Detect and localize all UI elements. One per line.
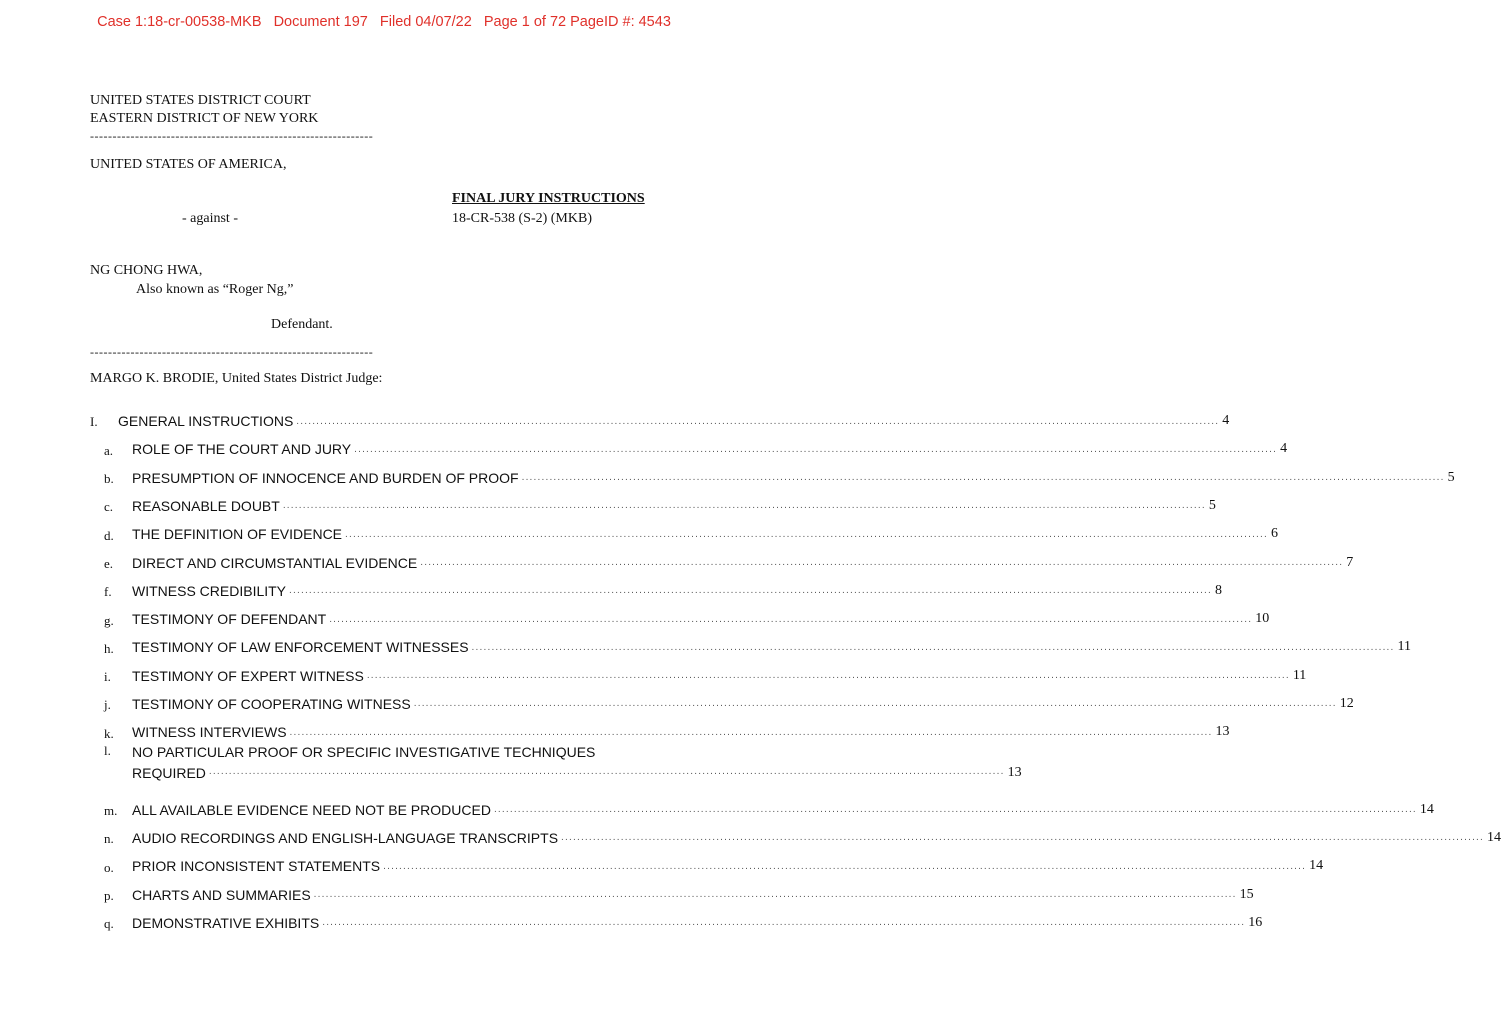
toc-page: 4: [1280, 441, 1288, 457]
toc-entry[interactable]: [90, 742, 1022, 791]
toc-leader: [414, 697, 1337, 711]
toc-entry[interactable]: [90, 714, 1230, 742]
toc-text: REASONABLE DOUBT: [132, 498, 280, 514]
toc-entry[interactable]: [90, 488, 1216, 516]
toc-leader: [314, 888, 1237, 902]
toc-leader: [290, 726, 1213, 740]
toc-page: 12: [1339, 696, 1354, 712]
toc-leader: [329, 613, 1252, 627]
toc-text: DIRECT AND CIRCUMSTANTIAL EVIDENCE: [132, 554, 418, 571]
toc-page: 5: [1447, 469, 1455, 485]
toc-leader: [420, 556, 1343, 570]
defendant-alias: Also known as “Roger Ng,”: [136, 282, 294, 297]
court-district: EASTERN DISTRICT OF NEW YORK: [90, 111, 319, 126]
toc-text: DEMONSTRATIVE EXHIBITS: [132, 914, 320, 931]
toc-label: j.: [104, 697, 111, 713]
toc-label: l.: [104, 743, 111, 759]
toc-text: NO PARTICULAR PROOF OR SPECIFIC INVESTIGATIVE TECHNIQUES: [132, 744, 596, 761]
table-of-contents: [90, 403, 1501, 933]
toc-label: m.: [104, 803, 118, 819]
document-title: FINAL JURY INSTRUCTIONS: [452, 191, 645, 206]
toc-label: a.: [104, 442, 114, 458]
defendant-label: Defendant.: [271, 317, 333, 332]
toc-page: 13: [1215, 724, 1230, 740]
toc-entry[interactable]: [90, 820, 1501, 848]
court-name: UNITED STATES DISTRICT COURT: [90, 93, 311, 108]
toc-page: 13: [1007, 764, 1022, 780]
toc-page: 4: [1222, 413, 1230, 429]
toc-label: k.: [104, 725, 114, 741]
toc-leader: [322, 916, 1245, 930]
toc-page: 14: [1419, 801, 1434, 817]
toc-label: q.: [104, 916, 114, 932]
toc-page: 5: [1208, 498, 1216, 513]
toc-label: h.: [104, 640, 114, 656]
toc-page: 14: [1309, 858, 1324, 874]
toc-entry[interactable]: [90, 657, 1307, 685]
toc-page: 10: [1255, 611, 1270, 627]
toc-text-continued: REQUIRED: [132, 764, 206, 781]
toc-entry[interactable]: [90, 516, 1278, 544]
page-info: Page 1 of 72 PageID #: 4543: [483, 14, 671, 30]
toc-entry[interactable]: [90, 431, 1288, 459]
toc-text: TESTIMONY OF COOPERATING WITNESS: [132, 696, 411, 713]
toc-label: g.: [104, 612, 114, 628]
toc-page: 14: [1487, 829, 1501, 845]
toc-entry[interactable]: [90, 403, 1230, 431]
toc-entry[interactable]: [90, 848, 1324, 876]
toc-entry[interactable]: [90, 572, 1223, 600]
toc-text: THE DEFINITION OF EVIDENCE: [132, 526, 343, 543]
toc-label: p.: [104, 887, 114, 903]
toc-text: CHARTS AND SUMMARIES: [132, 886, 311, 903]
toc-page: 15: [1239, 886, 1254, 902]
toc-text: TESTIMONY OF EXPERT WITNESS: [132, 667, 364, 684]
toc-leader: [522, 471, 1445, 485]
toc-leader: [472, 641, 1395, 655]
toc-entry[interactable]: [90, 791, 1434, 819]
toc-label: e.: [104, 555, 114, 571]
toc-text: PRIOR INCONSISTENT STATEMENTS: [132, 858, 381, 875]
toc-page: 7: [1346, 554, 1354, 570]
toc-text: TESTIMONY OF DEFENDANT: [132, 611, 327, 628]
toc-entry[interactable]: [90, 904, 1263, 932]
toc-label: n.: [104, 831, 114, 847]
toc-label: I.: [90, 414, 98, 430]
toc-leader: ........................................................................................................................................................................................................: [208, 766, 1005, 778]
docket-number: 18-CR-538 (S-2) (MKB): [452, 211, 592, 226]
toc-page: 6: [1271, 526, 1278, 542]
divider-top: ---------------------------------------------------------------: [90, 129, 374, 143]
toc-text: PRESUMPTION OF INNOCENCE AND BURDEN OF PROOF: [132, 469, 519, 486]
toc-page: 8: [1215, 582, 1223, 598]
toc-entry[interactable]: [90, 686, 1354, 714]
toc-leader: [561, 831, 1484, 845]
toc-label: b.: [104, 471, 114, 487]
filed-date: Filed 04/07/22: [379, 14, 472, 30]
toc-entry[interactable]: [90, 459, 1455, 487]
case-number: Case 1:18-cr-00538-MKB: [97, 14, 262, 30]
toc-leader: [345, 528, 1268, 542]
toc-label: f.: [104, 584, 112, 600]
divider-bottom: ---------------------------------------------------------------: [90, 345, 374, 359]
toc-label: i.: [104, 669, 111, 685]
toc-text: TESTIMONY OF LAW ENFORCEMENT WITNESSES: [132, 639, 469, 656]
toc-entry[interactable]: [90, 601, 1270, 629]
toc-text: GENERAL INSTRUCTIONS: [118, 413, 294, 430]
toc-text: ROLE OF THE COURT AND JURY: [132, 441, 352, 458]
toc-leader: [383, 860, 1306, 874]
toc-leader: [289, 584, 1212, 598]
toc-entry[interactable]: [90, 629, 1412, 657]
toc-text: AUDIO RECORDINGS AND ENGLISH-LANGUAGE TRANSCRIPTS: [132, 829, 559, 846]
toc-page: 11: [1292, 667, 1307, 683]
toc-leader: [283, 499, 1206, 513]
toc-label: c.: [104, 499, 114, 515]
against-label: - against -: [182, 211, 238, 226]
toc-text: WITNESS INTERVIEWS: [132, 724, 287, 741]
toc-leader: [354, 443, 1277, 457]
case-header: [0, 14, 768, 30]
toc-leader: [367, 669, 1290, 683]
judge-line: MARGO K. BRODIE, United States District Judge:: [90, 371, 383, 386]
toc-leader: [296, 415, 1219, 429]
toc-text: WITNESS CREDIBILITY: [132, 582, 287, 599]
toc-text: ALL AVAILABLE EVIDENCE NEED NOT BE PRODUCED: [132, 801, 491, 818]
toc-leader: [494, 803, 1417, 817]
plaintiff-name: UNITED STATES OF AMERICA,: [90, 157, 287, 172]
toc-label: d.: [104, 527, 114, 543]
toc-page: 11: [1397, 639, 1412, 655]
toc-label: o.: [104, 859, 114, 875]
defendant-name: NG CHONG HWA,: [90, 263, 203, 278]
toc-page: 16: [1248, 914, 1263, 930]
document-number: Document 197: [273, 14, 368, 30]
toc-entry[interactable]: [90, 544, 1354, 572]
toc-entry[interactable]: [90, 876, 1254, 904]
